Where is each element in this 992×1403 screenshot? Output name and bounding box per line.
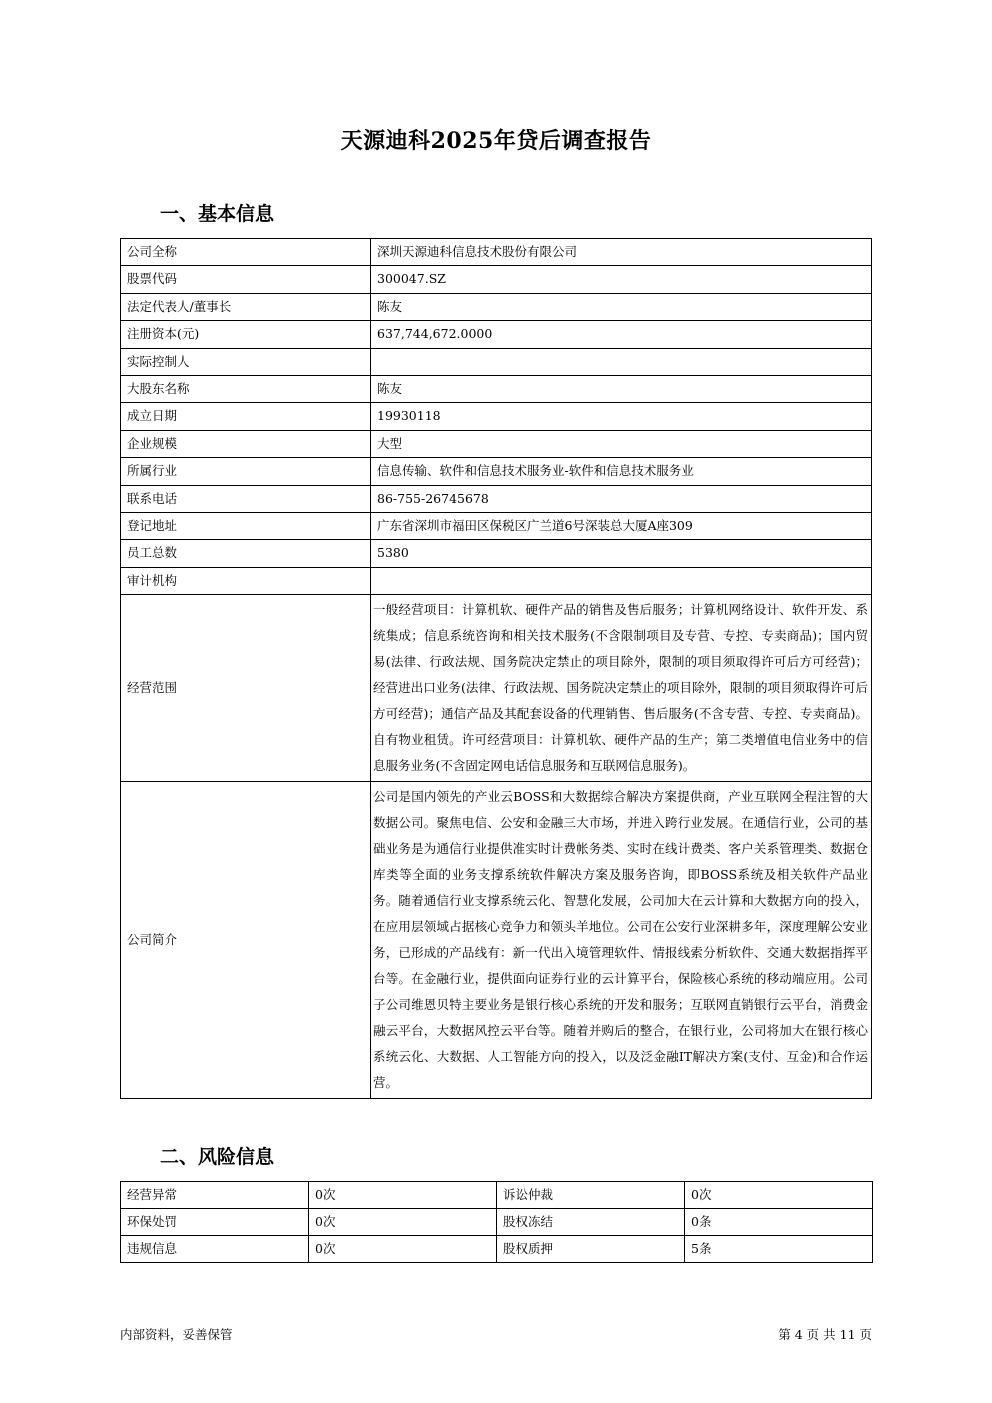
value-company-profile: 公司是国内领先的产业云BOSS和大数据综合解决方案提供商，产业互联网全程注智的大数据公司。聚焦电信、公安和金融三大市场，并进入跨行业发展。在通信行业，公司的基础业务是为通信行业提供准实时计费帐务类、实时在线计费类、客户关系管理类、数据仓库类等全面的业务支撑系统软件解决方案及服务咨询，即BOSS系统及相关软件产品业务。随着通信行业支撑系统云化、智慧化发展，公司加大在云计算和大数据方向的投入，在应用层领域占据核心竞争力和领头羊地位。公司在公安行业深耕多年，深度理解公安业务，已形成的产品线有：新一代出入境管理软件、情报线索分析软件、交通大数据指挥平台等。在金融行业，提供面向证券行业的云计算平台，保险核心系统的移动端应用。公司子公司维恩贝特主要业务是银行核心系统的开发和服务；互联网直销银行云平台，消费金融云平台，大数据风控云平台等。随着并购后的整合，在银行业，公司将加大在银行核心系统云化、大数据、人工智能方向的投入，以及泛金融IT解决方案(支付、互金)和合作运营。 [371, 782, 872, 1099]
value-address: 广东省深圳市福田区保税区广兰道6号深装总大厦A座309 [371, 512, 872, 539]
row-address [121, 512, 872, 539]
label-industry: 所属行业 [121, 458, 371, 485]
label-phone: 联系电话 [121, 485, 371, 512]
label-established-date: 成立日期 [121, 403, 371, 430]
footer-page-number: 第 4 页 共 11 页 [778, 1327, 872, 1342]
risk-label: 股权冻结 [497, 1209, 685, 1236]
value-stock-code: 300047.SZ [371, 266, 872, 293]
section-risk-info-heading: 二、风险信息 [160, 1146, 275, 1168]
footer-confidential-note: 内部资料，妥善保管 [120, 1327, 233, 1342]
label-legal-rep: 法定代表人/董事长 [121, 293, 371, 320]
label-employees: 员工总数 [121, 540, 371, 567]
label-registered-capital: 注册资本(元) [121, 321, 371, 348]
value-auditor [371, 567, 872, 594]
value-industry: 信息传输、软件和信息技术服务业-软件和信息技术服务业 [371, 458, 872, 485]
risk-value: 0次 [309, 1182, 497, 1209]
row-industry [121, 458, 872, 485]
value-registered-capital: 637,744,672.0000 [371, 321, 872, 348]
risk-row [121, 1209, 873, 1236]
risk-value: 5条 [685, 1236, 873, 1263]
row-established-date [121, 403, 872, 430]
label-company-profile: 公司简介 [121, 782, 371, 1099]
row-auditor [121, 567, 872, 594]
value-established-date: 19930118 [371, 403, 872, 430]
label-auditor: 审计机构 [121, 567, 371, 594]
row-employees [121, 540, 872, 567]
risk-value: 0次 [309, 1236, 497, 1263]
risk-label: 诉讼仲裁 [497, 1182, 685, 1209]
value-business-scope: 一般经营项目：计算机软、硬件产品的销售及售后服务；计算机网络设计、软件开发、系统集成；信息系统咨询和相关技术服务(不含限制项目及专营、专控、专卖商品)；国内贸易(法律、行政法规、国务院决定禁止的项目除外，限制的项目须取得许可后方可经营)；经营进出口业务(法律、行政法规、国务院决定禁止的项目除外，限制的项目须取得许可后方可经营)；通信产品及其配套设备的代理销售、售后服务(不含专营、专控、专卖商品)。自有物业租赁。许可经营项目：计算机软、硬件产品的生产；第二类增值电信业务中的信息服务业务(不含固定网电话信息服务和互联网信息服务)。 [371, 595, 872, 782]
value-employees: 5380 [371, 540, 872, 567]
row-actual-controller [121, 348, 872, 375]
value-phone: 86-755-26745678 [371, 485, 872, 512]
risk-value: 0次 [685, 1182, 873, 1209]
row-business-scope [121, 595, 872, 782]
label-company-name: 公司全称 [121, 239, 371, 266]
label-stock-code: 股票代码 [121, 266, 371, 293]
risk-label: 股权质押 [497, 1236, 685, 1263]
report-title: 天源迪科2025年贷后调查报告 [340, 128, 652, 154]
risk-row [121, 1236, 873, 1263]
label-actual-controller: 实际控制人 [121, 348, 371, 375]
risk-value: 0次 [309, 1209, 497, 1236]
value-enterprise-scale: 大型 [371, 430, 872, 457]
row-legal-rep [121, 293, 872, 320]
risk-label: 经营异常 [121, 1182, 309, 1209]
basic-info-table [120, 238, 872, 1099]
value-legal-rep: 陈友 [371, 293, 872, 320]
row-stock-code [121, 266, 872, 293]
risk-label: 环保处罚 [121, 1209, 309, 1236]
value-actual-controller [371, 348, 872, 375]
row-company-profile [121, 782, 872, 1099]
label-business-scope: 经营范围 [121, 595, 371, 782]
row-major-shareholder [121, 375, 872, 402]
row-company-name [121, 239, 872, 266]
row-enterprise-scale [121, 430, 872, 457]
row-phone [121, 485, 872, 512]
risk-value: 0条 [685, 1209, 873, 1236]
value-company-name: 深圳天源迪科信息技术股份有限公司 [371, 239, 872, 266]
section-basic-info-heading: 一、基本信息 [160, 203, 275, 225]
value-major-shareholder: 陈友 [371, 375, 872, 402]
label-enterprise-scale: 企业规模 [121, 430, 371, 457]
risk-label: 违规信息 [121, 1236, 309, 1263]
risk-info-table [120, 1181, 873, 1263]
label-address: 登记地址 [121, 512, 371, 539]
row-registered-capital [121, 321, 872, 348]
risk-row [121, 1182, 873, 1209]
label-major-shareholder: 大股东名称 [121, 375, 371, 402]
